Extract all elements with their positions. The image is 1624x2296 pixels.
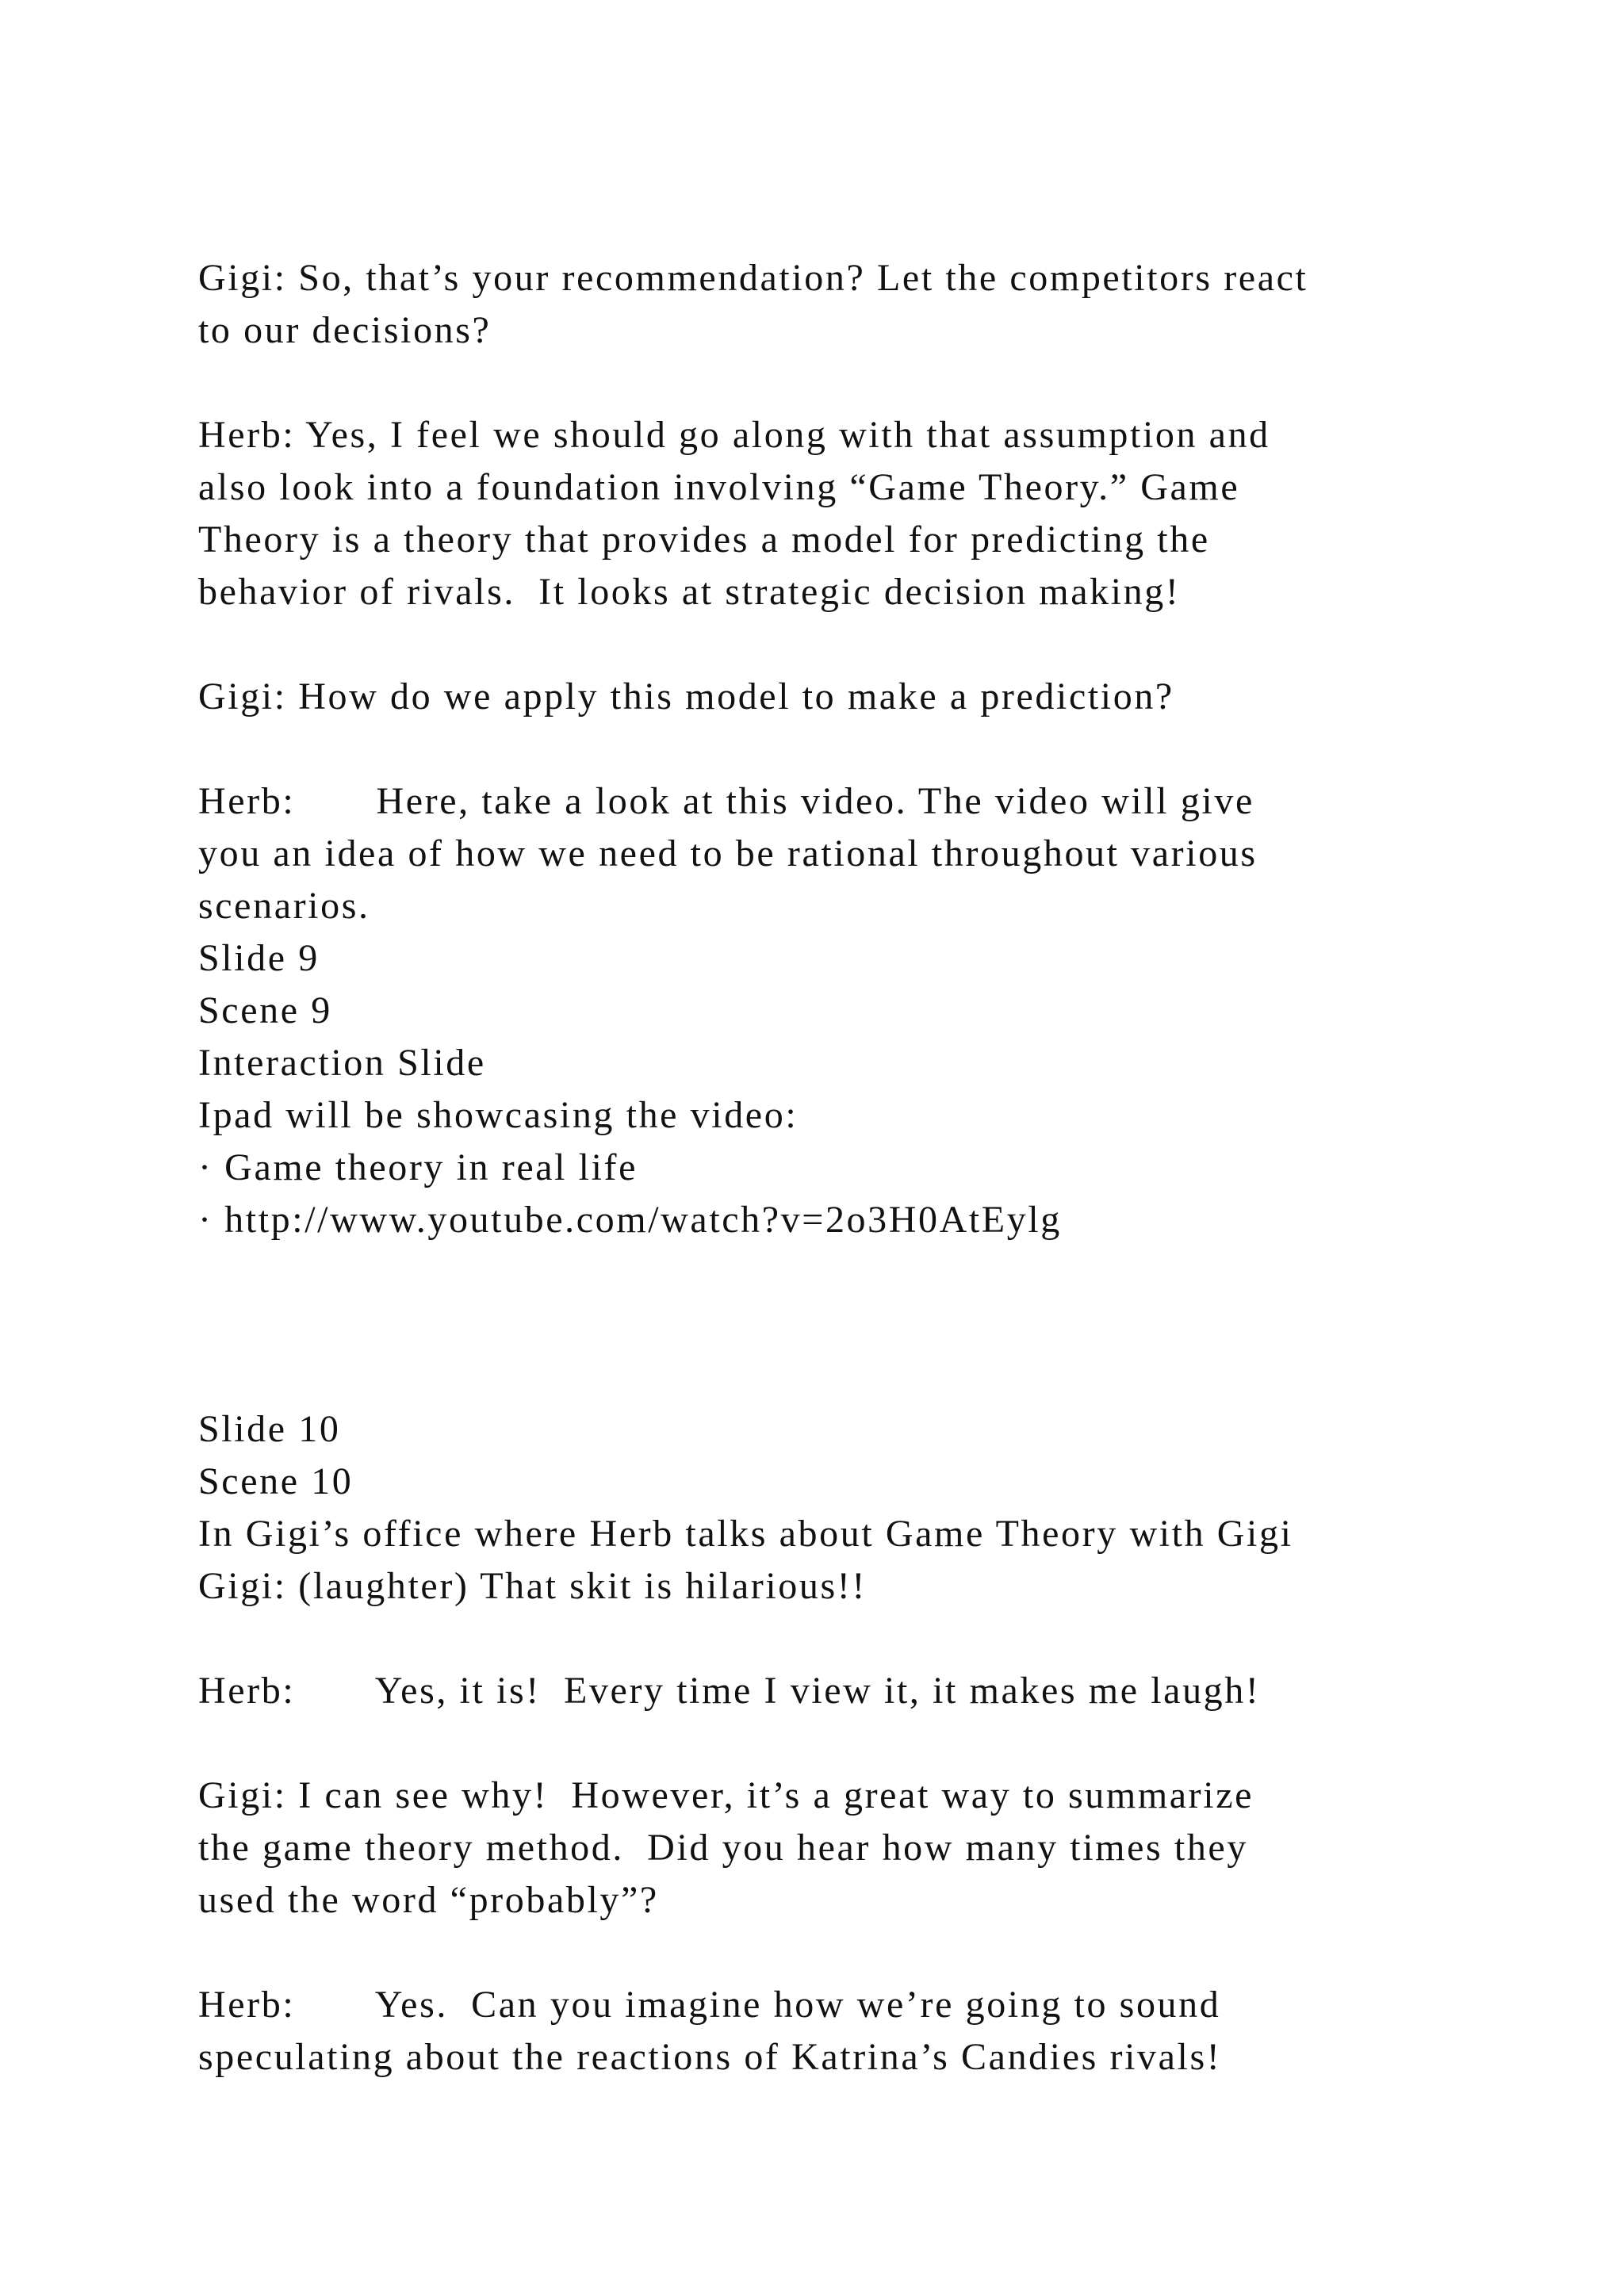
text-line: you an idea of how we need to be rational throughout various bbox=[198, 832, 1258, 874]
text-line: Gigi: I can see why! However, it’s a great way to summarize bbox=[198, 1774, 1254, 1816]
text-line: Theory is a theory that provides a model for predicting the bbox=[198, 519, 1210, 561]
text-line: to our decisions? bbox=[198, 309, 492, 351]
text-line: In Gigi’s office where Herb talks about Game Theory with Gigi bbox=[198, 1513, 1293, 1555]
text-line: Gigi: (laughter) That skit is hilarious!! bbox=[198, 1565, 867, 1607]
text-line: the game theory method. Did you hear how many times they bbox=[198, 1827, 1248, 1869]
text-line: scenarios. bbox=[198, 885, 370, 927]
text-line: Herb: Yes, it is! Every time I view it, it makes me laugh! bbox=[198, 1670, 1261, 1712]
slide-label: Slide 10 bbox=[198, 1408, 341, 1450]
text-line: Gigi: So, that’s your recommendation? Let the competitors react bbox=[198, 257, 1308, 299]
text-line: also look into a foundation involving “Game Theory.” Game bbox=[198, 466, 1240, 508]
bullet-item-url: · http://www.youtube.com/watch?v=2o3H0AtEylg bbox=[198, 1199, 1062, 1241]
text-line: Interaction Slide bbox=[198, 1042, 486, 1084]
text-line: speculating about the reactions of Katrina’s Candies rivals! bbox=[198, 2036, 1222, 2078]
text-line: Herb: Yes, I feel we should go along with that assumption and bbox=[198, 414, 1270, 456]
scene-label: Scene 9 bbox=[198, 989, 332, 1031]
text-line: Herb: Yes. Can you imagine how we’re going to sound bbox=[198, 1984, 1221, 2026]
text-line: used the word “probably”? bbox=[198, 1879, 659, 1921]
text-line: Ipad will be showcasing the video: bbox=[198, 1094, 799, 1136]
text-line: behavior of rivals. It looks at strategic decision making! bbox=[198, 571, 1181, 613]
bullet-item: · Game theory in real life bbox=[198, 1146, 638, 1188]
scene-label: Scene 10 bbox=[198, 1460, 354, 1502]
text-line: Herb: Here, take a look at this video. The video will give bbox=[198, 780, 1254, 822]
slide-label: Slide 9 bbox=[198, 937, 320, 979]
text-line: Gigi: How do we apply this model to make a prediction? bbox=[198, 675, 1174, 718]
